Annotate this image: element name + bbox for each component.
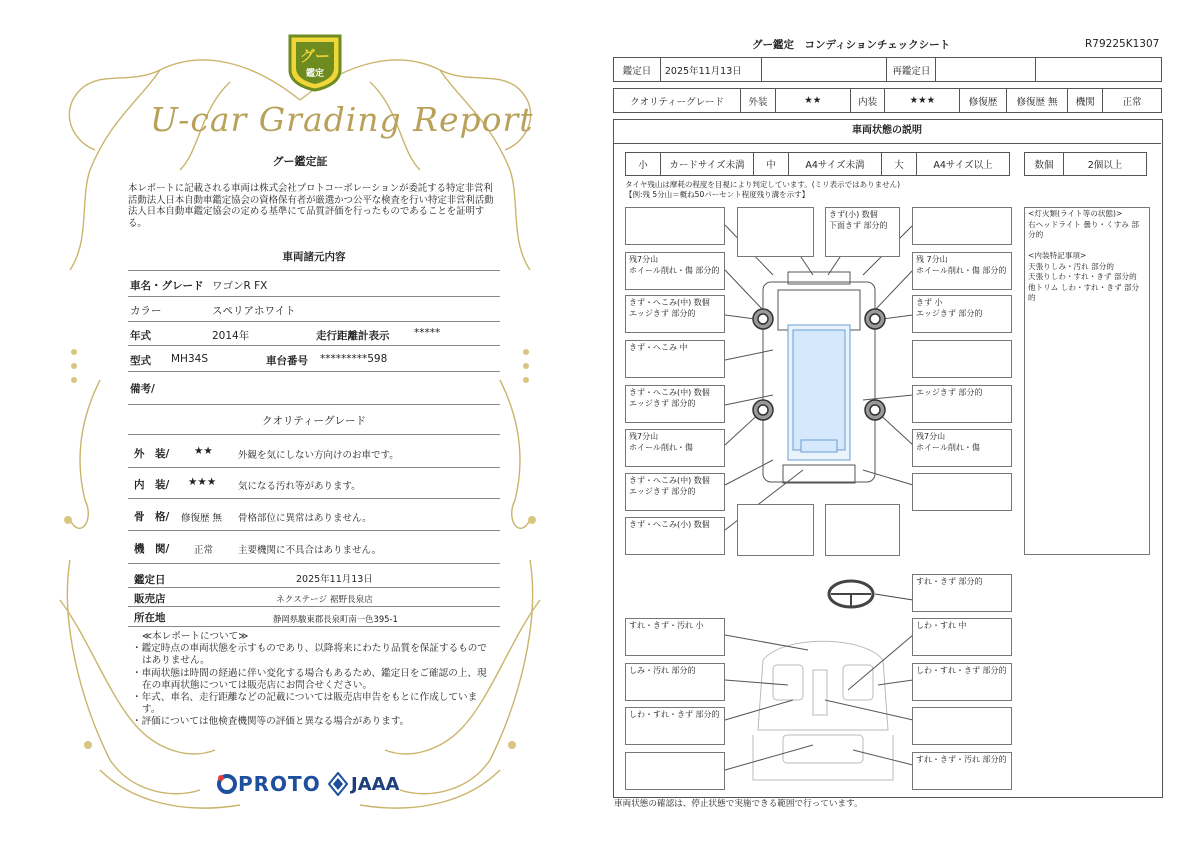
date-value: 2025年11月13日 [660,58,761,82]
ext-box: きず・へこみ(中) 数個 エッジきず 部分的 [625,385,725,423]
year-value: 2014年 [212,330,250,342]
int-value: ★★★ [885,89,960,113]
grade-table [613,88,1162,113]
frame-desc: 骨格部位に異常はありません。 [238,513,372,524]
address-value: 静岡県駿東郡長泉町南一色395-1 [273,614,398,624]
report-script-title: U-car Grading Report [150,100,534,139]
reappraisal-label: 再鑑定日 [887,58,936,82]
proto-logo-text: PROTO [238,772,321,796]
exterior-desc: 外観を気にしない方向けのお車です。 [238,450,399,461]
size-mid-desc: A4サイズ未満 [789,153,882,176]
appraisal-date-label: 鑑定日 [134,574,166,586]
interior-grade: ★★★ [188,476,217,488]
certificate-heading: グー鑑定証 [272,155,328,168]
divider [128,467,500,468]
model-value: MH34S [171,353,208,365]
divider [128,371,500,372]
size-small: 小 [626,153,661,176]
frame-label: 骨 格/ [134,511,170,523]
divider [128,296,500,297]
note-item: ・車両状態は時間の経過に伴い変化する場合もあるため、鑑定日をご確認の上、現在の車両状態については販売店にお問合せください。 [132,667,487,691]
sheet-title: グー鑑定 コンディションチェックシート [752,39,951,51]
ext-box: エッジきず 部分的 [912,385,1012,423]
divider [128,404,500,405]
chassis-label: 車台番号 [266,355,308,367]
ext-box: きず 小 エッジきず 部分的 [912,295,1012,333]
int-box: しわ・すれ 中 [912,618,1012,656]
engine-desc: 主要機関に不具合はありません。 [238,545,382,556]
svg-text:鑑定: 鑑定 [305,69,325,79]
note-item: ・評価については他検査機関等の評価と異なる場合があります。 [132,716,410,728]
mileage-label: 走行距離計表示 [316,330,390,342]
note-item: ・年式、車名、走行距離などの記載については販売店申告をもとに作成しています。 [132,692,478,716]
ext-box: きず(小) 数個 下面きず 部分的 [825,207,900,257]
proto-mark-icon [216,773,238,795]
ext-label: 外装 [741,89,776,113]
svg-text:グー: グー [299,47,331,65]
ext-box [825,504,900,556]
repair-label: 修復歴 [960,89,1006,113]
repair-value: 修復歴 無 [1006,89,1068,113]
size-legend [625,152,1010,176]
ext-box: きず・へこみ(小) 数個 [625,517,725,555]
divider [128,498,500,499]
ext-box: 残7分山 ホイール削れ・傷 [625,429,725,467]
ext-box [912,207,1012,245]
size-small-desc: カードサイズ未満 [661,153,754,176]
ext-box: 残 7分山 ホイール削れ・傷 部分的 [912,252,1012,290]
divider [128,587,500,588]
size-large: 大 [882,153,917,176]
int-label: 内装 [850,89,885,113]
note-item: ・鑑定時点の車両状態を示すものであり、以降将来にわたり品質を保証するものではありません。 [132,643,487,667]
dealer-value: ネクステージ 裾野長泉店 [276,595,373,605]
int-box: すれ・きず 部分的 [912,574,1012,612]
ext-box: きず・へこみ(中) 数個 エッジきず 部分的 [625,295,725,333]
mileage-value: ***** [414,327,441,339]
notes-title: ≪本レポートについて≫ [142,631,249,642]
remarks-label: 備考/ [130,383,155,395]
empty-cell [1036,58,1162,82]
sheet-footnote: 車両状態の確認は、停止状態で実施できる範囲で行っています。 [614,799,863,809]
chassis-value: *********598 [320,353,388,365]
report-notes [128,631,490,729]
engine-label: 機関 [1068,89,1103,113]
frame-grade: 修復歴 無 [181,513,223,524]
interior-label: 内 装/ [134,479,170,491]
ext-box [912,340,1012,378]
tire-example: 【例:残 5分山＝概ね50パーセント程度残り溝を示す】 [625,190,810,199]
divider [128,434,500,435]
count-legend [1024,152,1147,176]
engine-grade: 正常 [194,545,214,556]
reappraisal-value [936,58,1036,82]
jaaa-mark-icon [328,772,348,796]
ext-box: きず・へこみ 中 [625,340,725,378]
ext-box [625,207,725,245]
quality-title: クオリティーグレード [262,415,366,427]
state-title: 車両状態の説明 [613,119,1161,144]
divider [128,321,500,322]
int-box: しわ・すれ・きず 部分的 [912,663,1012,701]
int-box: すれ・きず・汚れ 部分的 [912,752,1012,790]
exterior-grade: ★★ [194,445,213,457]
int-box: すれ・きず・汚れ 小 [625,618,725,656]
empty-cell [761,58,887,82]
sheet-code: R79225K1307 [1085,38,1160,50]
divider [128,563,500,564]
address-label: 所在地 [134,612,166,624]
size-large-desc: A4サイズ以上 [917,153,1010,176]
certificate-intro: 本レポートに記載される車両は株式会社プロトコーポレーションが委託する特定非営利活動法人日本自動車鑑定協会の資格保有者が厳選かつ公平な検査を行い特定非営利活動法人日本自動車鑑定協会の定める基準にて品質評価を行ったものであることを証明する。 [128,183,494,229]
color-label: カラー [130,305,162,317]
tire-note: タイヤ残山は摩耗の程度を目視により判定しています。(ミリ表示ではありません) [625,180,901,189]
date-label: 鑑定日 [614,58,661,82]
ext-box: 残7分山 ホイール削れ・傷 [912,429,1012,467]
exterior-label: 外 装/ [134,448,170,460]
date-table [613,57,1162,82]
count-desc: 2個以上 [1064,153,1147,176]
proto-logo [216,772,321,796]
car-name-label: 車名・グレード [130,280,204,292]
int-box: しわ・すれ・きず 部分的 [625,707,725,745]
divider [128,606,500,607]
car-name-value: ワゴンR FX [212,280,268,292]
jaaa-logo [328,772,400,796]
divider [128,626,500,627]
int-box: しみ・汚れ 部分的 [625,663,725,701]
ext-box [737,504,814,556]
engine-label: 機 関/ [134,543,170,555]
size-mid: 中 [754,153,789,176]
dealer-label: 販売店 [134,593,166,605]
interior-desc: 気になる汚れ等があります。 [238,481,361,492]
engine-value: 正常 [1103,89,1162,113]
divider [128,345,500,346]
quality-grade-label: クオリティーグレード [614,89,741,113]
jaaa-logo-text: JAAA [351,773,400,795]
goo-appraisal-badge-icon [286,30,344,92]
ext-value: ★★ [775,89,850,113]
ext-box: 残7分山 ホイール削れ・傷 部分的 [625,252,725,290]
count-label: 数個 [1025,153,1064,176]
year-label: 年式 [130,330,151,342]
ext-box: きず・へこみ(中) 数個 エッジきず 部分的 [625,473,725,511]
appraisal-date-value: 2025年11月13日 [296,574,373,585]
spec-title: 車両諸元内容 [282,251,346,263]
divider [128,530,500,531]
ext-box [737,207,814,257]
model-label: 型式 [130,355,151,367]
ext-box [912,473,1012,511]
color-value: スペリアホワイト [212,305,296,317]
int-box [912,707,1012,745]
side-notes: <灯火類(ライト等の状態)> 右ヘッドライト 曇り・くすみ 部分的 <内装特記事項> 天張りしみ・汚れ 部分的 天張りしわ・すれ・きず 部分的 他トリム しわ・すれ・きず 部分的 [1024,207,1150,555]
divider [128,270,500,271]
int-box [625,752,725,790]
